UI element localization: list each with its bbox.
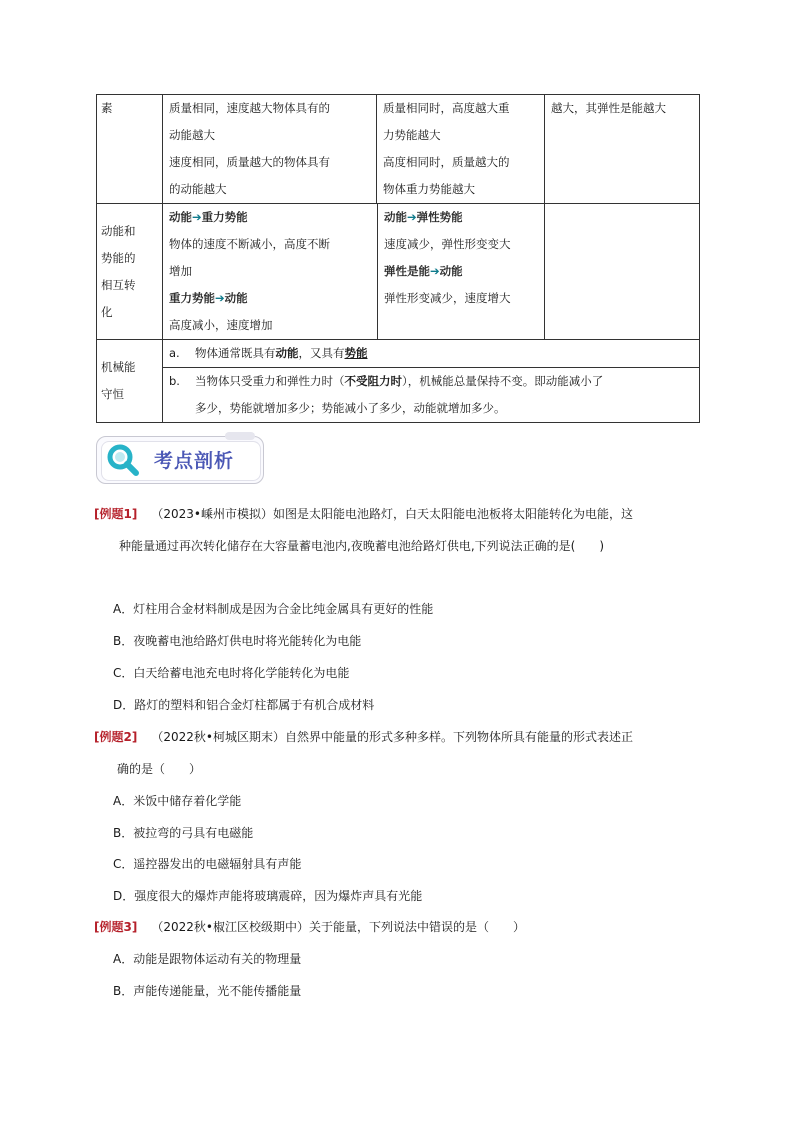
cell-conservation xyxy=(163,340,700,423)
knowledge-table xyxy=(96,94,700,423)
question-3-tag: [例题3] xyxy=(94,920,138,934)
table-row-conversion xyxy=(97,204,700,340)
question-3-line-1: [例题3] （2022秋•椒江区校级期中）关于能量，下列说法中错误的是（ ） xyxy=(94,920,525,934)
question-2-tag: [例题2] xyxy=(94,730,138,744)
table-row-conservation xyxy=(97,340,700,423)
table-row-factors xyxy=(97,95,700,204)
question-2-option-a: A．米饭中储存着化学能 xyxy=(113,794,242,808)
arrow-right-icon: ➔ xyxy=(192,210,202,224)
question-1-tag: [例题1] xyxy=(94,507,138,521)
question-2-option-b: B．被拉弯的弓具有电磁能 xyxy=(113,826,254,840)
cell-elastic-factors: 越大，其弹性是能越大 xyxy=(545,95,700,204)
question-1-option-d: D．路灯的塑料和铝合金灯柱都属于有机合成材料 xyxy=(113,698,375,712)
question-2-option-d: D．强度很大的爆炸声能将玻璃震碎，因为爆炸声具有光能 xyxy=(113,889,423,903)
conservation-item-a: a. 物体通常既具有动能，又具有势能 xyxy=(163,340,699,368)
arrow-right-icon: ➔ xyxy=(215,291,225,305)
question-2-line-1: [例题2] （2022秋•柯城区期末）自然界中能量的形式多种多样。下列物体所具有能量的形式表述正 xyxy=(94,730,633,744)
cell-kinetic-factors: 质量相同，速度越大物体具有的 动能越大 速度相同，质量越大的物体具有 的动能越大 xyxy=(163,95,377,204)
cell-kinetic-gravitational xyxy=(163,204,545,340)
cell-gravitational-factors: 质量相同时，高度越大重 力势能越大 高度相同时，质量越大的 物体重力势能越大 xyxy=(377,95,545,204)
banner-decoration xyxy=(225,432,255,440)
row-label-conservation: 机械能 守恒 xyxy=(97,340,163,423)
section-title: 考点剖析 xyxy=(154,450,235,472)
section-banner xyxy=(96,436,266,486)
question-1-option-a: A．灯柱用合金材料制成是因为合金比纯金属具有更好的性能 xyxy=(113,602,434,616)
question-3-option-a: A．动能是跟物体运动有关的物理量 xyxy=(113,952,302,966)
row-label-factors: 素 xyxy=(97,95,163,204)
row-label-conversion: 动能和 势能的 相互转 化 xyxy=(97,204,163,340)
arrow-right-icon: ➔ xyxy=(407,210,417,224)
cell-conversion-right: 动能➔弹性势能 速度减少，弹性形变变大 弹性是能➔动能 弹性形变减少，速度增大 xyxy=(384,210,511,305)
question-1-option-b: B．夜晚蓄电池给路灯供电时将光能转化为电能 xyxy=(113,634,362,648)
question-2-line-2: 确的是（ ） xyxy=(117,762,202,776)
question-1-line-1: [例题1] （2023•嵊州市模拟）如图是太阳能电池路灯，白天太阳能电池板将太阳能转化为电能，这 xyxy=(94,507,633,521)
question-2-option-c: C．遥控器发出的电磁辐射具有声能 xyxy=(113,857,302,871)
question-1-option-c: C．白天给蓄电池充电时将化学能转化为电能 xyxy=(113,666,350,680)
question-3-option-b: B．声能传递能量，光不能传播能量 xyxy=(113,984,302,998)
search-icon xyxy=(106,443,140,477)
cell-conversion-empty xyxy=(545,204,700,340)
conservation-item-b: b. 当物体只受重力和弹性力时（不受阻力时），机械能总量保持不变。即动能减小了 多少，势能就增加多少；势能减小了多少，动能就增加多少。 xyxy=(169,374,604,415)
cell-conversion-left: 动能➔重力势能 物体的速度不断减小，高度不断 增加 重力势能➔动能 高度减小，速度增加 xyxy=(163,204,378,339)
question-1-line-2: 种能量通过再次转化储存在大容量蓄电池内,夜晚蓄电池给路灯供电,下列说法正确的是( ) xyxy=(119,539,604,553)
arrow-right-icon: ➔ xyxy=(430,264,440,278)
